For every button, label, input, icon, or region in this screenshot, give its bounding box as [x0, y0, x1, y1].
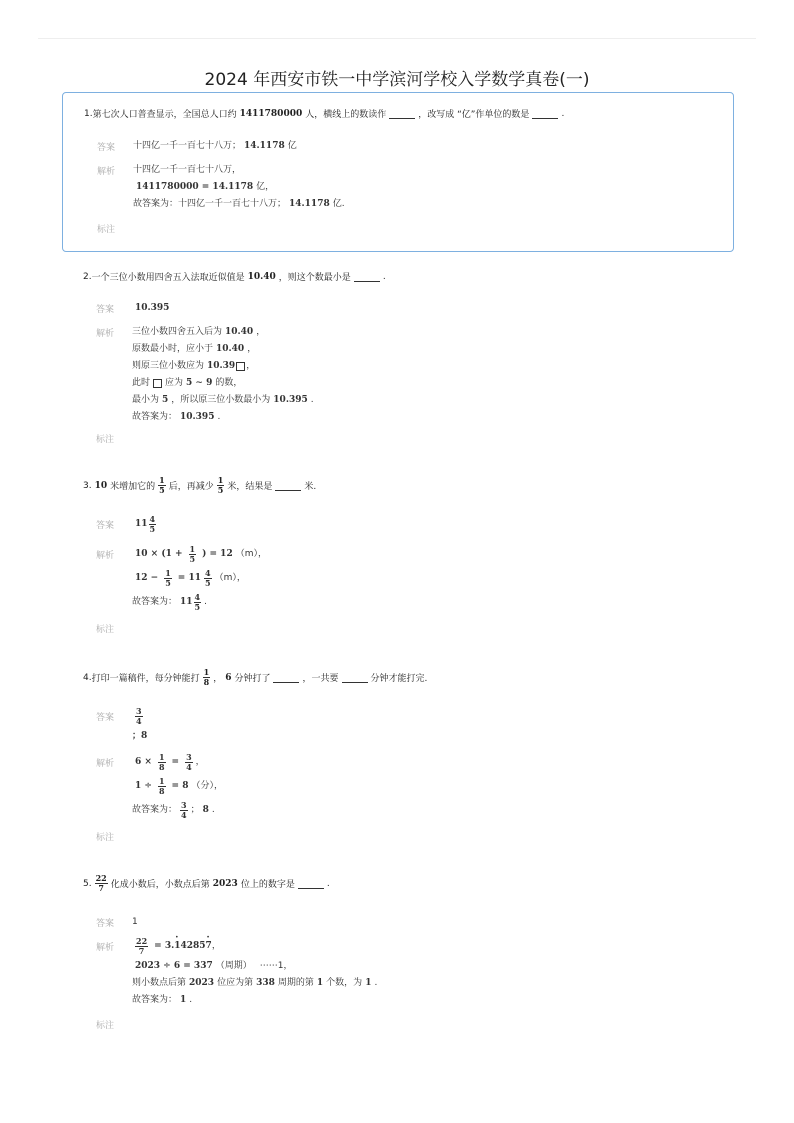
analysis-content: 十四亿一千一百七十八万， 1411780000 = 14.1178 亿， 故答案为：十四亿一千一百七十八万； 14.1178 亿.	[133, 165, 345, 209]
question-2-stem: 2. 一个三位小数用四舍五入法取近似值是 10.40 ，则这个数最小是 .	[83, 271, 386, 283]
fraction: $\frac{1}{8}$	[158, 775, 165, 796]
answer-label: 答案	[96, 713, 115, 723]
fraction: $\frac{3}{4}$	[136, 705, 142, 726]
note-label[interactable]: 标注	[96, 435, 115, 445]
answer-content: 1	[132, 917, 138, 927]
mixed-number: 11 $\frac{4}{5}$	[135, 513, 156, 534]
answer-blank	[298, 878, 324, 889]
fraction: $\frac{1}{5}$	[165, 567, 171, 588]
answer-label: 答案	[96, 919, 115, 929]
answer-blank	[389, 108, 415, 119]
placeholder-box	[236, 362, 245, 371]
analysis-content: 6 × $\frac{1}{8}$ = $\frac{3}{4}$ ， 1 ÷ $\frac{1}{8}$ = 8 （分）， 故答案为： $\frac{3}{4}$ ； 8 .	[132, 751, 223, 820]
answer-content	[132, 512, 159, 536]
answer-label: 答案	[97, 143, 116, 153]
analysis-label: 解析	[96, 943, 115, 953]
note-label[interactable]: 标注	[96, 1021, 115, 1031]
fraction: $\frac{22}{7}$	[95, 873, 107, 893]
fraction: $\frac{1}{8}$	[203, 667, 210, 687]
question-1[interactable]	[62, 92, 734, 252]
answer-blank	[342, 672, 368, 683]
fraction: $\frac{3}{4}$	[181, 799, 187, 820]
repeating-digit: · 7	[206, 938, 212, 955]
top-divider	[38, 38, 756, 39]
analysis-label: 解析	[96, 329, 115, 339]
fraction: $\frac{22}{7}$	[136, 935, 148, 956]
question-3[interactable]	[62, 474, 734, 644]
analysis-content: 三位小数四舍五入后为 10.40 ， 原数最小时，应小于 10.40 ， 则原三位小数应为 10.39 ， 此时 应为 5 ∼ 9 的数， 最小为 5 ，所以原三位小数最小为 10.395 . 故答案为： 10.395 .	[132, 327, 314, 422]
fraction: $\frac{3}{4}$	[186, 751, 192, 772]
answer-blank	[354, 271, 380, 282]
analysis-content: $\frac{22}{7}$ = 3. · 1 4285 · 7 ， 2023 ÷ 6 = 337 （周期） ⋯⋯1， 则小数点后第 2023 位应为第 338 周期的第 1 个数，为 1 . 故答案为： 1 .	[132, 934, 377, 1009]
question-4-stem: 4. 打印一篇稿件，每分钟能打 $\frac{1}{8}$ ， 6 分钟打了 ，一共要 分钟才能打完.	[83, 667, 428, 687]
page-title: 2024 年西安市铁一中学滨河学校入学数学真卷(一)	[204, 70, 590, 90]
fraction: $\frac{1}{5}$	[217, 475, 224, 495]
placeholder-box	[153, 379, 162, 388]
analysis-label: 解析	[97, 167, 116, 177]
note-label[interactable]: 标注	[96, 625, 115, 635]
repeating-digit: · 1	[174, 938, 180, 955]
question-3-stem: 3. 10 米增加它的 $\frac{1}{5}$ 后，再减少 $\frac{1}{5}$ 米，结果是 米.	[83, 475, 317, 495]
answer-content: 十四亿一千一百七十八万； 14.1178 亿	[133, 141, 297, 151]
fraction: $\frac{4}{5}$	[204, 567, 211, 588]
answer-label: 答案	[96, 305, 115, 315]
question-2[interactable]	[62, 262, 734, 452]
answer-blank	[275, 480, 301, 491]
analysis-label: 解析	[96, 551, 115, 561]
question-5[interactable]	[62, 872, 734, 1042]
note-label[interactable]: 标注	[96, 833, 115, 843]
analysis-content: 10 × (1 + $\frac{1}{5}$ ) = 12 （m）， 12 − $\frac{1}{5}$ = 11 $\frac{4}{5}$ （m）， 故答案为： 11 $\frac{4}{5}$ .	[132, 543, 267, 612]
analysis-label: 解析	[96, 759, 115, 769]
answer-label: 答案	[96, 521, 115, 531]
mixed-number: 11 $\frac{4}{5}$	[180, 591, 201, 612]
answer-blank	[532, 108, 558, 119]
fraction: $\frac{1}{8}$	[158, 751, 165, 772]
question-1-stem: 1. 第七次人口普查显示，全国总人口约 1411780000 人，横线上的数读作 ，改写成 “亿”作单位的数是 .	[84, 108, 565, 120]
fraction: $\frac{1}{5}$	[159, 475, 165, 495]
answer-blank	[273, 672, 299, 683]
note-label[interactable]: 标注	[97, 225, 116, 235]
fraction: $\frac{1}{5}$	[189, 543, 196, 564]
question-4[interactable]	[62, 664, 734, 854]
question-5-stem: 5. $\frac{22}{7}$ 化成小数后，小数点后第 2023 位上的数字是 .	[83, 873, 330, 893]
answer-content: $\frac{3}{4}$ ；8	[132, 705, 148, 741]
answer-content: 10.395	[135, 303, 170, 313]
